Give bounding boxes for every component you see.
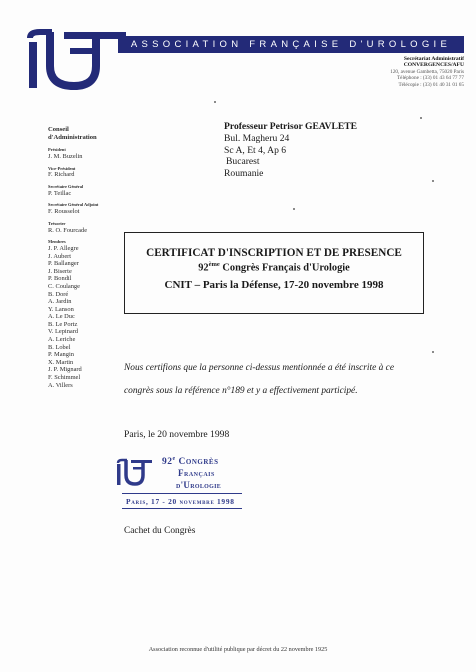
stamp-line1: Congrès	[178, 457, 219, 468]
member-name: A. Leriche	[48, 336, 76, 344]
member-name: J. Biserte	[48, 267, 72, 275]
board-title-line1: Conseil	[48, 126, 69, 133]
member-name: A. Villers	[48, 381, 73, 389]
members-list	[48, 245, 118, 389]
addressee-line: Roumanie	[224, 168, 264, 180]
date-line: Paris, le 20 novembre 1998	[124, 429, 230, 440]
footer-note: Association reconnue d'utilité publique par décret du 22 novembre 1925	[148, 646, 328, 653]
member-name: J. P. Mignard	[48, 366, 82, 374]
scan-speck	[293, 208, 295, 210]
afu-stamp-logo-icon	[116, 458, 152, 486]
stamp-caption: Cachet du Congrès	[124, 526, 196, 536]
member-name: P. Ballanger	[48, 260, 79, 268]
board-title	[48, 126, 118, 141]
member-name: P. Mangin	[48, 351, 74, 359]
president-name: J. M. Buzelin	[48, 152, 83, 160]
certificate-title: CERTIFICAT D'INSCRIPTION ET DE PRESENCE	[146, 247, 402, 259]
member-name: X. Martin	[48, 358, 74, 366]
stamp-rule	[122, 508, 242, 509]
role-heading: Vice-Président	[48, 165, 76, 171]
member-name: J. Aubert	[48, 252, 72, 260]
member-name: A. Jardin	[48, 298, 72, 306]
scan-speck	[432, 180, 434, 182]
role-heading: Secrétaire Général Adjoint	[48, 202, 99, 208]
attestation-line: congrès sous la référence n°189 et y a effectivement participé.	[124, 386, 358, 396]
attestation-text	[124, 357, 446, 403]
secretariat-block	[390, 56, 464, 88]
secretariat-title: Secrétariat Administratif	[403, 56, 464, 62]
afu-logo	[26, 28, 126, 90]
secretariat-name: CONVERGENCES/AFU	[403, 62, 464, 69]
addressee-name: Professeur Petrisor GEAVLETE	[224, 121, 358, 132]
treasurer-name: R. O. Fourcade	[48, 226, 88, 234]
secretariat-fax: Télécopie : (33) 01 40 31 01 65	[398, 81, 464, 88]
board-sidebar	[48, 126, 118, 389]
venue-line: CNIT – Paris la Défense, 17-20 novembre 1998	[164, 279, 384, 292]
secretary-name: P. Teillac	[48, 189, 72, 197]
member-name: A. Le Duc	[48, 313, 75, 321]
member-name: F. Schimmel	[48, 374, 81, 382]
stamp-line3: d'Urologie	[176, 480, 222, 490]
certificate-title-box	[124, 232, 424, 314]
member-name: B. Le Portz	[48, 320, 78, 328]
stamp-number: 92	[162, 457, 173, 468]
member-name: C. Coulange	[48, 282, 80, 290]
addressee-line: Bucarest	[226, 156, 260, 168]
scan-speck	[214, 101, 216, 103]
secretariat-phone: Téléphone : (33) 01 43 64 77 77	[397, 75, 464, 82]
congress-stamp	[112, 456, 252, 516]
stamp-rule	[122, 493, 242, 494]
congress-suffix: ème	[208, 261, 220, 268]
scan-speck	[420, 117, 422, 119]
congress-number: 92	[198, 262, 209, 274]
role-heading: Membres	[48, 239, 66, 245]
association-name-banner: ASSOCIATION FRANÇAISE D'UROLOGIE	[118, 36, 464, 53]
addressee-line: Sc A, Et 4, Ap 6	[224, 144, 287, 156]
role-heading: Président	[48, 147, 66, 153]
stamp-suffix: e	[172, 456, 176, 462]
attestation-line: Nous certifions que la personne ci-dessus mentionnée a été inscrite à ce	[124, 363, 394, 373]
stamp-congress-label	[162, 456, 218, 467]
member-name: J. P. Allegre	[48, 244, 79, 252]
addressee-line: Bul. Magheru 24	[224, 132, 290, 144]
deputy-secretary-name: F. Rousselot	[48, 208, 80, 216]
congress-line	[125, 261, 423, 273]
member-name: V. Lepinard	[48, 328, 79, 336]
stamp-line2: Français	[178, 468, 215, 478]
role-heading: Secrétaire Général	[48, 183, 84, 189]
member-name: Y. Lanson	[48, 305, 74, 313]
member-name: B. Doré	[48, 290, 69, 298]
stamp-dates: Paris, 17 - 20 novembre 1998	[126, 497, 235, 506]
vice-president-name: F. Richard	[48, 171, 75, 179]
scan-speck	[432, 351, 434, 353]
member-name: P. Bondil	[48, 275, 72, 283]
congress-name: Congrès Français d'Urologie	[222, 262, 350, 274]
secretariat-address: 120, avenue Gambetta, 75020 Paris	[390, 68, 464, 75]
role-heading: Trésorier	[48, 220, 66, 226]
board-title-line2: d'Administration	[48, 133, 97, 141]
member-name: B. Lobel	[48, 343, 71, 351]
addressee-block	[224, 121, 357, 180]
